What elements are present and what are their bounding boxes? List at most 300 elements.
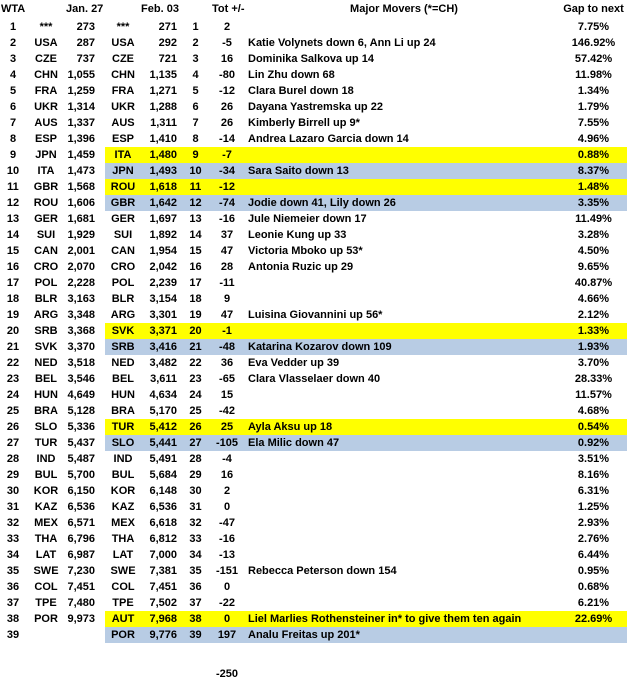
points-jan-cell: 287 (76, 37, 95, 49)
major-movers-cell: Antonia Ruzic up 29 (248, 261, 354, 273)
total-change-cell: -42 (219, 405, 235, 417)
rank-cell: 17 (6, 277, 20, 289)
rank-cell: 3 (9, 53, 17, 65)
total-change-cell: -47 (219, 517, 235, 529)
country-feb-cell: *** (116, 21, 130, 33)
points-feb-cell: 1,480 (149, 149, 177, 161)
table-row (0, 547, 635, 563)
rank-feb-cell: 31 (189, 501, 202, 513)
highlight-band (105, 19, 627, 35)
points-feb-cell: 1,410 (149, 133, 177, 145)
total-change-cell: 25 (220, 421, 234, 433)
gap-to-next-cell: 22.69% (574, 613, 613, 625)
gap-to-next-cell: 0.54% (577, 421, 610, 433)
points-feb-cell: 9,776 (149, 629, 177, 641)
country-feb-cell: CHN (111, 69, 135, 81)
points-jan-cell: 1,568 (67, 181, 95, 193)
major-movers-cell (242, 387, 560, 403)
rank-feb-cell: 37 (189, 597, 202, 609)
major-movers-cell (242, 275, 560, 291)
major-movers-cell: Dominika Salkova up 14 (248, 53, 374, 65)
rank-feb-cell: 38 (189, 613, 202, 625)
major-movers-cell (242, 19, 560, 35)
points-feb-cell: 3,611 (150, 373, 177, 385)
points-jan-cell: 1,259 (67, 85, 95, 97)
highlight-band (105, 403, 627, 419)
rank-feb-cell: 9 (192, 149, 199, 161)
rank-cell: 16 (6, 261, 20, 273)
points-feb-cell: 2,239 (149, 277, 177, 289)
country-jan-cell: UKR (34, 101, 58, 113)
points-feb-cell: 1,892 (149, 229, 177, 241)
total-change-cell: -74 (219, 197, 235, 209)
table-row (0, 483, 635, 499)
table-header-row (0, 0, 635, 19)
highlight-band (105, 275, 627, 291)
major-movers-cell: Jule Niemeier down 17 (248, 213, 367, 225)
country-feb-cell: BLR (111, 293, 135, 305)
header-group (105, 0, 627, 19)
rank-feb-cell: 36 (189, 581, 202, 593)
country-jan-cell: NED (34, 357, 58, 369)
rank-cell: 19 (6, 309, 20, 321)
points-jan-cell: 2,001 (67, 245, 95, 257)
highlight-band (105, 595, 627, 611)
table-row (0, 259, 635, 275)
country-feb-cell: AUT (111, 613, 135, 625)
points-feb-cell: 3,482 (149, 357, 177, 369)
country-feb-cell: BRA (111, 405, 135, 417)
points-jan-cell: 6,987 (67, 549, 95, 561)
rank-feb-cell: 3 (192, 53, 199, 65)
country-jan-cell: JPN (35, 149, 57, 161)
rank-cell: 30 (6, 485, 20, 497)
table-row (0, 611, 635, 627)
points-feb-cell: 6,618 (149, 517, 177, 529)
rank-cell: 24 (6, 389, 20, 401)
highlight-band (105, 515, 627, 531)
total-change-cell: -12 (219, 85, 235, 97)
gap-to-next-cell: 8.37% (577, 165, 610, 177)
table-row (0, 435, 635, 451)
gap-to-next-cell (560, 627, 627, 643)
points-jan-cell: 6,571 (67, 517, 95, 529)
rank-cell: 33 (6, 533, 20, 545)
gap-to-next-cell: 2.76% (577, 533, 610, 545)
highlight-band (105, 243, 627, 259)
country-feb-cell: GBR (110, 197, 136, 209)
country-jan-cell: BEL (35, 373, 57, 385)
rank-feb-cell: 30 (189, 485, 202, 497)
points-jan-cell: 1,606 (67, 197, 95, 209)
points-jan-cell: 737 (76, 53, 95, 65)
highlight-band (105, 387, 627, 403)
major-movers-cell: Dayana Yastremska up 22 (248, 101, 383, 113)
major-movers-cell (242, 595, 560, 611)
country-jan-cell: USA (34, 37, 58, 49)
table-row (0, 355, 635, 371)
major-movers-cell (242, 323, 560, 339)
major-movers-cell: Analu Freitas up 201* (248, 629, 360, 641)
major-movers-cell: Kimberly Birrell up 9* (248, 117, 360, 129)
country-feb-cell: AUS (111, 117, 135, 129)
country-jan-cell: IND (36, 453, 56, 465)
total-change-cell: -48 (219, 341, 235, 353)
total-change-cell: -34 (219, 165, 235, 177)
country-feb-cell: HUN (111, 389, 135, 401)
table-row (0, 451, 635, 467)
points-jan-cell: 9,973 (67, 613, 95, 625)
rank-feb-cell: 12 (189, 197, 202, 209)
country-feb-cell: MEX (111, 517, 135, 529)
rank-cell: 15 (6, 245, 20, 257)
table-row (0, 531, 635, 547)
country-jan-cell: GBR (33, 181, 59, 193)
country-feb-cell: COL (111, 581, 135, 593)
points-feb-cell: 5,170 (149, 405, 177, 417)
table-row (0, 115, 635, 131)
major-movers-cell: Lin Zhu down 68 (248, 69, 335, 81)
table-row (0, 275, 635, 291)
highlight-band (105, 211, 627, 227)
rank-feb-cell: 28 (189, 453, 202, 465)
country-feb-cell: BUL (111, 469, 135, 481)
major-movers-cell: Liel Marlies Rothensteiner in* to give them ten again (248, 613, 522, 625)
points-feb-cell: 6,148 (149, 485, 177, 497)
country-feb-cell: SLO (111, 437, 135, 449)
rank-feb-cell: 39 (189, 629, 202, 641)
points-jan-cell: 7,451 (67, 581, 95, 593)
table-row (0, 595, 635, 611)
major-movers-cell (242, 483, 560, 499)
country-feb-cell: CRO (110, 261, 136, 273)
table-row (0, 339, 635, 355)
table-row (0, 179, 635, 195)
major-movers-cell: Leonie Kung up 33 (248, 229, 347, 241)
major-movers-cell: Clara Vlasselaer down 40 (248, 373, 381, 385)
country-jan-cell: COL (34, 581, 58, 593)
rank-cell: 38 (6, 613, 20, 625)
gap-to-next-cell: 4.96% (577, 133, 610, 145)
rank-cell: 27 (6, 437, 20, 449)
total-change-cell: 0 (223, 501, 231, 513)
table-row (0, 291, 635, 307)
rank-cell: 39 (6, 629, 20, 641)
gap-to-next-cell: 28.33% (574, 373, 613, 385)
points-feb-cell: 292 (158, 37, 177, 49)
country-feb-cell: KAZ (111, 501, 135, 513)
country-jan-cell: SRB (34, 325, 58, 337)
rank-feb-cell: 29 (189, 469, 202, 481)
total-change-cell: 2 (223, 21, 231, 33)
country-jan-cell: AUS (34, 117, 58, 129)
points-feb-cell: 1,288 (149, 101, 177, 113)
country-feb-cell: CZE (112, 53, 134, 65)
points-feb-cell: 4,634 (149, 389, 177, 401)
rank-cell: 5 (9, 85, 17, 97)
points-jan-cell: 1,314 (67, 101, 95, 113)
table-row (0, 579, 635, 595)
total-change-cell: -22 (219, 597, 235, 609)
points-jan-cell: 4,649 (67, 389, 95, 401)
table-row (0, 19, 635, 35)
gap-to-next-cell: 0.68% (577, 581, 610, 593)
points-jan-cell: 1,337 (67, 117, 95, 129)
highlight-band (105, 371, 627, 387)
table-row (0, 163, 635, 179)
table-row (0, 499, 635, 515)
highlight-band (105, 499, 627, 515)
rank-feb-cell: 17 (189, 277, 202, 289)
header-spacer (105, 0, 141, 19)
points-feb-cell: 1,135 (149, 69, 177, 81)
total-change-cell: 0 (223, 581, 231, 593)
rank-cell: 37 (6, 597, 20, 609)
highlight-band (105, 35, 627, 51)
table-row (0, 307, 635, 323)
highlight-band (105, 163, 627, 179)
highlight-band (105, 531, 627, 547)
points-jan-cell: 6,796 (67, 533, 95, 545)
major-movers-cell: Rebecca Peterson down 154 (248, 565, 397, 577)
table-row (0, 227, 635, 243)
table-row (0, 67, 635, 83)
rank-cell: 26 (6, 421, 20, 433)
rank-cell: 21 (6, 341, 20, 353)
table-row (0, 515, 635, 531)
total-change-cell: 47 (220, 309, 234, 321)
highlight-band (105, 179, 627, 195)
points-feb-cell: 5,684 (149, 469, 177, 481)
rank-cell: 20 (6, 325, 20, 337)
highlight-band (105, 355, 627, 371)
country-feb-cell: SUI (113, 229, 133, 241)
rank-cell: 22 (6, 357, 20, 369)
rank-feb-cell: 15 (189, 245, 202, 257)
highlight-band (105, 227, 627, 243)
points-feb-cell: 5,441 (149, 437, 177, 449)
table-footer-row (0, 666, 635, 682)
country-jan-cell: CRO (33, 261, 59, 273)
gap-to-next-cell: 1.48% (577, 181, 610, 193)
country-jan-cell: BLR (34, 293, 58, 305)
rank-feb-cell: 26 (189, 421, 202, 433)
rank-cell: 32 (6, 517, 20, 529)
points-jan-cell: 5,437 (67, 437, 95, 449)
total-change-cell: -16 (219, 533, 235, 545)
table-row (0, 419, 635, 435)
points-feb-cell: 1,954 (149, 245, 177, 257)
gap-to-next-cell: 4.68% (577, 405, 610, 417)
highlight-band (105, 291, 627, 307)
total-change-cell: 16 (220, 53, 234, 65)
rank-feb-cell: 35 (189, 565, 202, 577)
country-jan-cell: POR (34, 613, 58, 625)
highlight-band (105, 51, 627, 67)
major-movers-cell: Ela Milic down 47 (248, 437, 340, 449)
points-feb-cell: 6,812 (149, 533, 177, 545)
gap-to-next-cell: 9.65% (577, 261, 610, 273)
points-jan-cell: 3,348 (67, 309, 95, 321)
major-movers-cell: Clara Burel down 18 (248, 85, 354, 97)
rank-feb-cell: 21 (189, 341, 202, 353)
major-movers-cell (242, 531, 560, 547)
highlight-band (105, 307, 627, 323)
highlight-band (105, 627, 627, 643)
table-row (0, 403, 635, 419)
points-feb-cell: 6,536 (149, 501, 177, 513)
points-feb-cell: 7,451 (149, 581, 177, 593)
points-feb-cell: 7,000 (149, 549, 177, 561)
rank-feb-cell: 6 (192, 101, 199, 113)
rank-cell: 7 (9, 117, 17, 129)
rank-feb-cell: 34 (189, 549, 202, 561)
country-feb-cell: USA (111, 37, 135, 49)
rank-cell: 29 (6, 469, 20, 481)
points-jan-cell: 3,368 (67, 325, 95, 337)
total-change-cell: -7 (222, 149, 232, 161)
table-row (0, 99, 635, 115)
country-jan-cell: KOR (33, 485, 59, 497)
total-change-cell: -5 (222, 37, 232, 49)
gap-to-next-cell: 40.87% (574, 277, 613, 289)
rank-cell: 23 (6, 373, 20, 385)
country-jan-cell: LAT (35, 549, 57, 561)
points-feb-cell: 7,381 (149, 565, 177, 577)
major-movers-cell: Sara Saito down 13 (248, 165, 349, 177)
rank-cell: 35 (6, 565, 20, 577)
country-jan-cell: SLO (34, 421, 58, 433)
rank-cell: 36 (6, 581, 20, 593)
points-feb-cell: 1,618 (149, 181, 177, 193)
major-movers-cell (242, 499, 560, 515)
rank-cell: 13 (6, 213, 20, 225)
rank-cell: 25 (6, 405, 20, 417)
rank-feb-cell: 27 (189, 437, 202, 449)
points-jan-cell: 1,929 (67, 229, 95, 241)
gap-to-next-cell: 11.98% (575, 69, 612, 81)
highlight-band (105, 323, 627, 339)
total-change-cell: 15 (220, 389, 234, 401)
header-feb-03: Feb. 03 (141, 3, 179, 15)
rank-feb-cell: 1 (192, 21, 199, 33)
rank-cell: 14 (6, 229, 20, 241)
total-change-sum: -250 (215, 668, 239, 680)
major-movers-cell: Andrea Lazaro Garcia down 14 (248, 133, 409, 145)
gap-to-next-cell: 6.21% (577, 597, 610, 609)
country-feb-cell: ITA (114, 149, 132, 161)
total-change-cell: -80 (219, 69, 235, 81)
rank-feb-cell: 22 (189, 357, 202, 369)
rank-feb-cell: 23 (189, 373, 202, 385)
points-jan-cell: 1,055 (67, 69, 95, 81)
points-jan-cell: 6,150 (67, 485, 95, 497)
highlight-band (105, 483, 627, 499)
header-major-movers: Major Movers (*=CH) (350, 3, 458, 15)
total-change-cell: 16 (220, 469, 234, 481)
rank-feb-cell: 25 (189, 405, 202, 417)
points-feb-cell: 1,493 (149, 165, 177, 177)
total-change-cell: 47 (220, 245, 234, 257)
gap-to-next-cell: 4.50% (577, 245, 610, 257)
points-feb-cell: 721 (158, 53, 177, 65)
gap-to-next-cell: 8.16% (577, 469, 610, 481)
highlight-band (105, 563, 627, 579)
table-row (0, 371, 635, 387)
header-jan-27: Jan. 27 (66, 3, 104, 15)
points-feb-cell: 5,412 (149, 421, 177, 433)
major-movers-cell (242, 291, 560, 307)
highlight-band (105, 419, 627, 435)
country-feb-cell: JPN (112, 165, 134, 177)
country-jan-cell: ESP (34, 133, 57, 145)
highlight-band (105, 467, 627, 483)
country-feb-cell: CAN (111, 245, 135, 257)
gap-to-next-cell: 3.51% (577, 453, 610, 465)
total-change-cell: -1 (222, 325, 232, 337)
gap-to-next-cell: 7.75% (577, 21, 610, 33)
highlight-band (105, 131, 627, 147)
rank-feb-cell: 13 (189, 213, 202, 225)
points-jan-cell: 6,536 (67, 501, 95, 513)
rank-cell: 31 (6, 501, 20, 513)
points-feb-cell: 1,697 (149, 213, 177, 225)
rank-cell: 18 (6, 293, 20, 305)
points-jan-cell: 3,370 (67, 341, 95, 353)
rank-feb-cell: 20 (189, 325, 202, 337)
rank-feb-cell: 33 (189, 533, 202, 545)
table-row (0, 147, 635, 163)
points-feb-cell: 7,502 (149, 597, 177, 609)
total-change-cell: 2 (223, 485, 231, 497)
rank-feb-cell: 4 (192, 69, 199, 81)
gap-to-next-cell: 2.12% (577, 309, 610, 321)
gap-to-next-cell: 6.44% (577, 549, 610, 561)
country-feb-cell: KOR (110, 485, 136, 497)
header-tot-change: Tot +/- (212, 3, 245, 15)
country-jan-cell: KAZ (34, 501, 58, 513)
country-feb-cell: ROU (110, 181, 136, 193)
country-feb-cell: GER (111, 213, 135, 225)
country-jan-cell: SUI (36, 229, 56, 241)
total-change-cell: -13 (219, 549, 235, 561)
points-jan-cell: 7,230 (67, 565, 95, 577)
country-jan-cell: BRA (34, 405, 58, 417)
table-row (0, 131, 635, 147)
country-feb-cell: SRB (111, 341, 135, 353)
total-change-cell: -65 (219, 373, 235, 385)
country-feb-cell: TPE (112, 597, 134, 609)
points-jan-cell: 1,473 (67, 165, 95, 177)
country-jan-cell: CHN (34, 69, 58, 81)
highlight-band (105, 115, 627, 131)
points-jan-cell: 1,459 (67, 149, 95, 161)
header-spacer (179, 0, 212, 19)
table-body (0, 19, 635, 643)
major-movers-cell: Victoria Mboko up 53* (248, 245, 363, 257)
rank-feb-cell: 8 (192, 133, 199, 145)
country-jan-cell: POL (34, 277, 58, 289)
rank-feb-cell: 24 (189, 389, 202, 401)
gap-to-next-cell: 146.92% (571, 37, 616, 49)
country-feb-cell: POR (111, 629, 135, 641)
major-movers-cell: Ayla Aksu up 18 (248, 421, 333, 433)
country-jan-cell: HUN (34, 389, 58, 401)
country-feb-cell: SVK (111, 325, 135, 337)
points-jan-cell: 5,128 (67, 405, 95, 417)
country-jan-cell: SWE (33, 565, 59, 577)
points-feb-cell: 3,371 (149, 325, 177, 337)
